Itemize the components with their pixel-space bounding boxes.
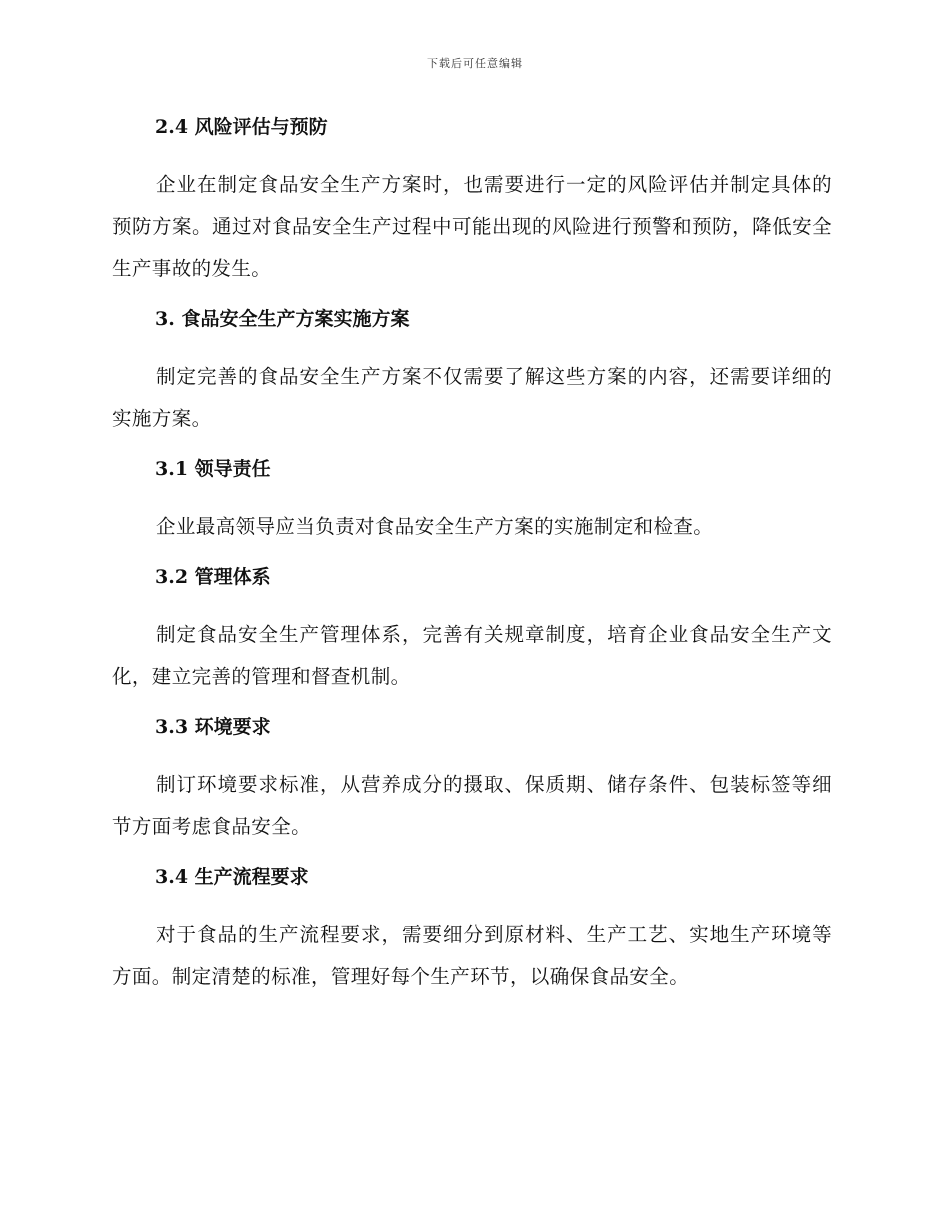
section-heading: 3. 食品安全生产方案实施方案 bbox=[155, 308, 410, 330]
section-paragraph: 企业在制定食品安全生产方案时，也需要进行一定的风险评估并制定具体的预防方案。通过对食品安全生产过程中可能出现的风险进行预警和预防，降低安全生产事故的发生。 bbox=[112, 173, 832, 280]
document-body bbox=[112, 108, 832, 998]
section-paragraph: 企业最高领导应当负责对食品安全生产方案的实施制定和检查。 bbox=[156, 515, 714, 538]
section-heading: 3.2 管理体系 bbox=[155, 566, 271, 588]
section-heading: 3.3 环境要求 bbox=[155, 716, 271, 738]
section-heading: 3.1 领导责任 bbox=[155, 458, 271, 480]
page-header-note: 下载后可任意编辑 bbox=[427, 57, 523, 70]
section-paragraph: 制订环境要求标准，从营养成分的摄取、保质期、储存条件、包装标签等细节方面考虑食品安全。 bbox=[112, 773, 832, 838]
section-heading: 3.4 生产流程要求 bbox=[155, 866, 309, 888]
section-heading: 2.4 风险评估与预防 bbox=[155, 116, 328, 138]
section-paragraph: 对于食品的生产流程要求，需要细分到原材料、生产工艺、实地生产环境等方面。制定清楚的标准，管理好每个生产环节，以确保食品安全。 bbox=[112, 923, 832, 988]
section-paragraph: 制定完善的食品安全生产方案不仅需要了解这些方案的内容，还需要详细的实施方案。 bbox=[112, 365, 832, 430]
section-paragraph: 制定食品安全生产管理体系，完善有关规章制度，培育企业食品安全生产文化，建立完善的管理和督查机制。 bbox=[112, 623, 832, 688]
